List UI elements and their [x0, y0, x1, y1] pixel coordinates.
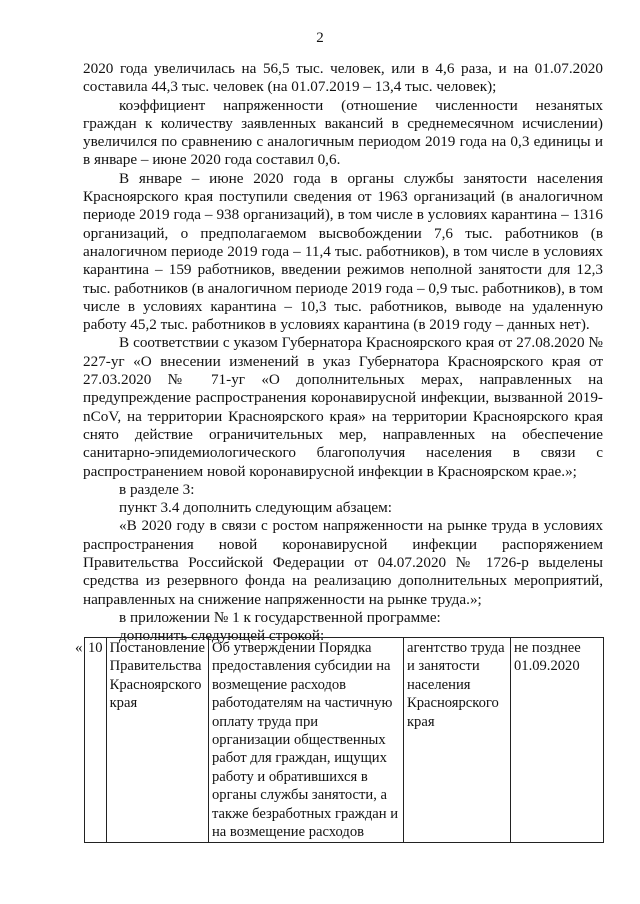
- table-open-quote: «: [75, 640, 83, 656]
- row-title: Об утверждении Порядка предоставления субсидии на возмещение расходов работодателям на частичную оплату труда при организации общественных работ для граждан, ищущих работу и обратившихся в органы службы занятости, а также безработных граждан и на возмещение расходов: [208, 638, 403, 843]
- paragraph-7: «В 2020 году в связи с ростом напряженности на рынке труда в условиях распространения новой коронавирусной инфекции распоряжением Правительства Российской Федерации от 04.07.2020 № 1726-р выделены средства из резервного фонда на реализацию дополнительных мероприятий, направленных на снижение напряженности на рынке труда.»;: [83, 517, 603, 608]
- document-body: [83, 60, 603, 646]
- paragraph-5: в разделе 3:: [119, 480, 195, 498]
- paragraph-4: В соответствии с указом Губернатора Красноярского края от 27.08.2020 № 227-уг «О внесении изменений в указ Губернатора Красноярского края от 27.03.2020 № 71-уг «О дополнительных мерах, направленных на предупреждение распространения коронавирусной инфекции, вызванной 2019-nCoV, на территории Красноярского края» на территории Красноярского края снято действие ограничительных мер, направленных на обеспечение санитарно-эпидемиологического благополучия населения в связи с распространением новой коронавирусной инфекции в Красноярском крае.»;: [83, 334, 603, 480]
- paragraph-2: коэффициент напряженности (отношение численности незанятых граждан к количеству заявленных вакансий в среднемесячном исчислении) увеличился по сравнению с аналогичным периодом 2019 года на 0,3 единицы и в январе – июне 2020 года составил 0,6.: [83, 96, 603, 169]
- paragraph-8: в приложении № 1 к государственной программе:: [119, 608, 441, 626]
- paragraph-6: пункт 3.4 дополнить следующим абзацем:: [119, 499, 392, 517]
- paragraph-1: 2020 года увеличилась на 56,5 тыс. человек, или в 4,6 раза, и на 01.07.2020 составила 44,3 тыс. человек (на 01.07.2019 – 13,4 тыс. человек);: [83, 60, 603, 96]
- paragraph-9: дополнить следующей строкой:: [119, 627, 325, 645]
- row-document-type: Постановление Правительства Красноярского края: [106, 638, 208, 843]
- paragraph-3: В январе – июне 2020 года в органы службы занятости населения Красноярского края поступили сведения от 1963 организаций (в аналогичном периоде 2019 года – 938 организаций), в том числе в условиях карантина – 1316 организаций, о предполагаемом высвобождении 7,6 тыс. работников (в аналогичном периоде 2019 года – 11,4 тыс. работников), в том числе в условиях карантина – 159 работников, введении режимов неполной занятости для 12,3 тыс. работников (в аналогичном периоде 2019 года – 0,9 тыс. работников), в том числе в условиях карантина – 10,3 тыс. работников, выводе на удаленную работу 45,2 тыс. работников в условиях карантина (в 2019 году – данных нет).: [83, 169, 603, 334]
- row-number: 10: [85, 638, 107, 843]
- row-deadline: не позднее 01.09.2020: [510, 638, 603, 843]
- table-row: [85, 638, 604, 843]
- row-executor: агентство труда и занятости населения Красноярского края: [403, 638, 510, 843]
- appendix-table: [84, 637, 604, 843]
- page-number: 2: [316, 30, 324, 46]
